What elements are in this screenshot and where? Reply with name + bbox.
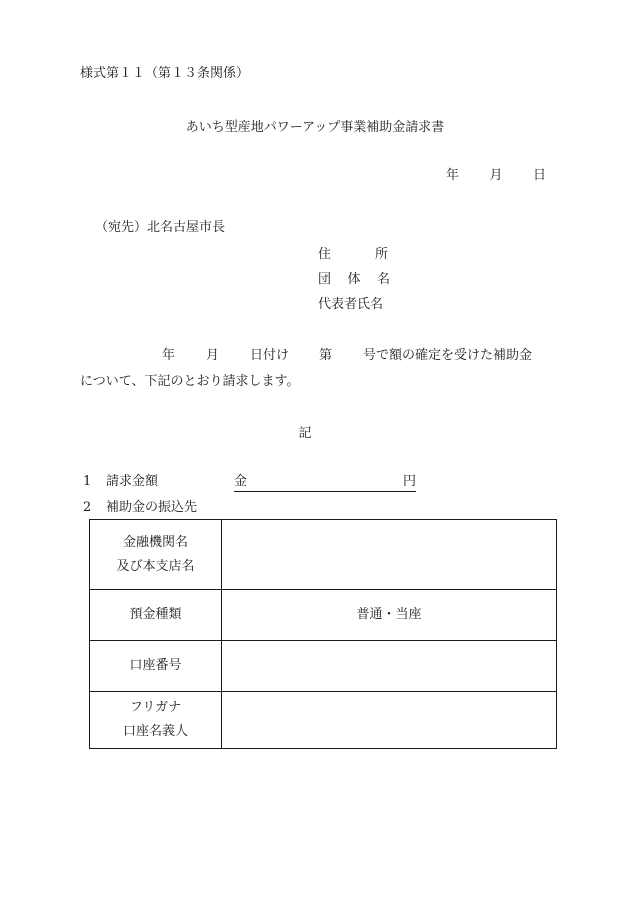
addressee: （宛先）北名古屋市長	[95, 220, 226, 235]
item2-label: 補助金の振込先	[106, 500, 198, 515]
account-holder-label-line1: フリガナ	[129, 700, 182, 715]
table-row	[90, 520, 557, 590]
deposit-type-label: 預金種類	[90, 590, 222, 641]
address-label-char: 住	[318, 247, 332, 262]
bank-name-label	[90, 520, 222, 590]
ki-heading: 記	[298, 426, 312, 441]
form-number: 様式第１１（第１３条関係）	[80, 66, 250, 81]
body-number-suffix: 号で額の確定を受けた補助金	[363, 348, 533, 363]
document-title: あいち型産地パワーアップ事業補助金請求書	[185, 120, 445, 135]
body-month: 月	[206, 348, 220, 363]
date-year-label: 年	[446, 168, 460, 183]
item1-label: 請求金額	[106, 474, 159, 489]
date-month-label: 月	[489, 168, 503, 183]
body-number-prefix: 第	[319, 348, 333, 363]
account-holder-label-line2: 口座名義人	[122, 724, 188, 739]
amount-field[interactable]	[234, 474, 416, 492]
deposit-type-field[interactable]: 普通・当座	[222, 590, 557, 641]
group-label-char: 名	[376, 272, 390, 287]
table-row	[90, 692, 557, 749]
group-label-char: 団	[318, 272, 332, 287]
account-number-label: 口座番号	[90, 641, 222, 692]
body-date-suffix: 日付け	[250, 348, 290, 363]
amount-suffix: 円	[402, 474, 416, 489]
amount-prefix: 金	[234, 474, 248, 489]
table-row	[90, 590, 557, 641]
bank-name-label-line2: 及び本支店名	[116, 558, 195, 574]
bank-name-field[interactable]	[222, 520, 557, 590]
address-label	[318, 247, 388, 263]
item2-number: 2	[83, 500, 92, 515]
body-year: 年	[162, 348, 176, 363]
date-line	[446, 168, 546, 184]
table-row	[90, 641, 557, 692]
bank-name-label-line1: 金融機関名	[122, 534, 188, 550]
item1-number: 1	[83, 474, 92, 489]
address-label-char: 所	[374, 247, 388, 262]
representative-label: 代表者氏名	[318, 297, 384, 312]
group-label-char: 体	[347, 272, 361, 287]
bank-transfer-table	[89, 519, 557, 749]
group-name-label	[318, 272, 390, 288]
body-text-line2: について、下記のとおり請求します。	[80, 374, 300, 389]
date-day-label: 日	[532, 168, 546, 183]
account-holder-field[interactable]	[222, 692, 557, 749]
account-holder-label	[90, 692, 222, 749]
account-number-field[interactable]	[222, 641, 557, 692]
